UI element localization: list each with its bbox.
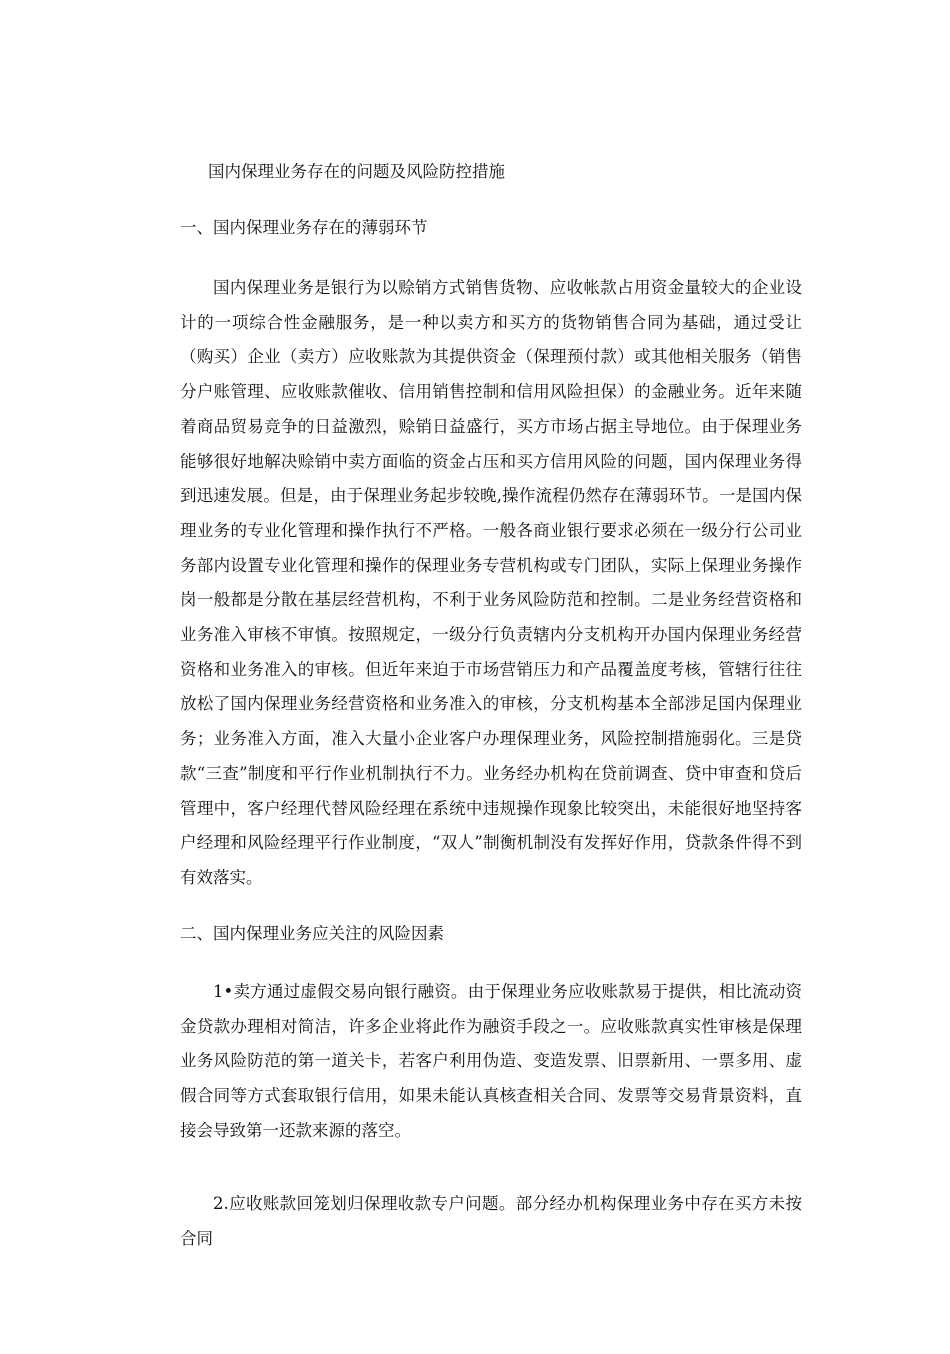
section-heading-1: 一、国内保理业务存在的薄弱环节 bbox=[180, 218, 428, 237]
section-2-paragraph-2: 2.应收账款回笼划归保理收款专户问题。部分经办机构保理业务中存在买方未按合同 bbox=[180, 1194, 802, 1248]
section-heading-2: 二、国内保理业务应关注的风险因素 bbox=[180, 924, 444, 943]
section-1-paragraph-1: 国内保理业务是银行为以赊销方式销售货物、应收帐款占用资金量较大的企业设计的一项综合性金融服务，是一种以卖方和买方的货物销售合同为基础，通过受让（购买）企业（卖方）应收账款为其提供资金（保理预付款）或其他相关服务（销售分户账管理、应收账款催收、信用销售控制和信用风险担保）的金融业务。近年来随着商品贸易竞争的日益激烈，赊销日益盛行，买方市场占据主导地位。由于保理业务能够很好地解决赊销中卖方面临的资金占压和买方信用风险的问题，国内保理业务得到迅速发展。但是，由于保理业务起步较晚,操作流程仍然存在薄弱环节。一是国内保理业务的专业化管理和操作执行不严格。一般各商业银行要求必须在一级分行公司业务部内设置专业化管理和操作的保理业务专营机构或专门团队，实际上保理业务操作岗一般都是分散在基层经营机构，不利于业务风险防范和控制。二是业务经营资格和业务准入审核不审慎。按照规定，一级分行负责辖内分支机构开办国内保理业务经营资格和业务准入的审核。但近年来迫于市场营销压力和产品覆盖度考核，管辖行往往放松了国内保理业务经营资格和业务准入的审核，分支机构基本全部涉足国内保理业务；业务准入方面，准入大量小企业客户办理保理业务，风险控制措施弱化。三是贷款“三查”制度和平行作业机制执行不力。业务经办机构在贷前调查、贷中审查和贷后管理中，客户经理代替风险经理在系统中违规操作现象比较突出，未能很好地坚持客户经理和风险经理平行作业制度，“双人”制衡机制没有发挥好作用，贷款条件得不到有效落实。 bbox=[180, 278, 802, 887]
document-title: 国内保理业务存在的问题及风险防控措施 bbox=[208, 162, 505, 181]
section-2-paragraph-1: 1•卖方通过虚假交易向银行融资。由于保理业务应收账款易于提供，相比流动资金贷款办理相对简洁，许多企业将此作为融资手段之一。应收账款真实性审核是保理业务风险防范的第一道关卡，若客户利用伪造、变造发票、旧票新用、一票多用、虚假合同等方式套取银行信用，如果未能认真核查相关合同、发票等交易背景资料，直接会导致第一还款来源的落空。 bbox=[180, 982, 802, 1140]
